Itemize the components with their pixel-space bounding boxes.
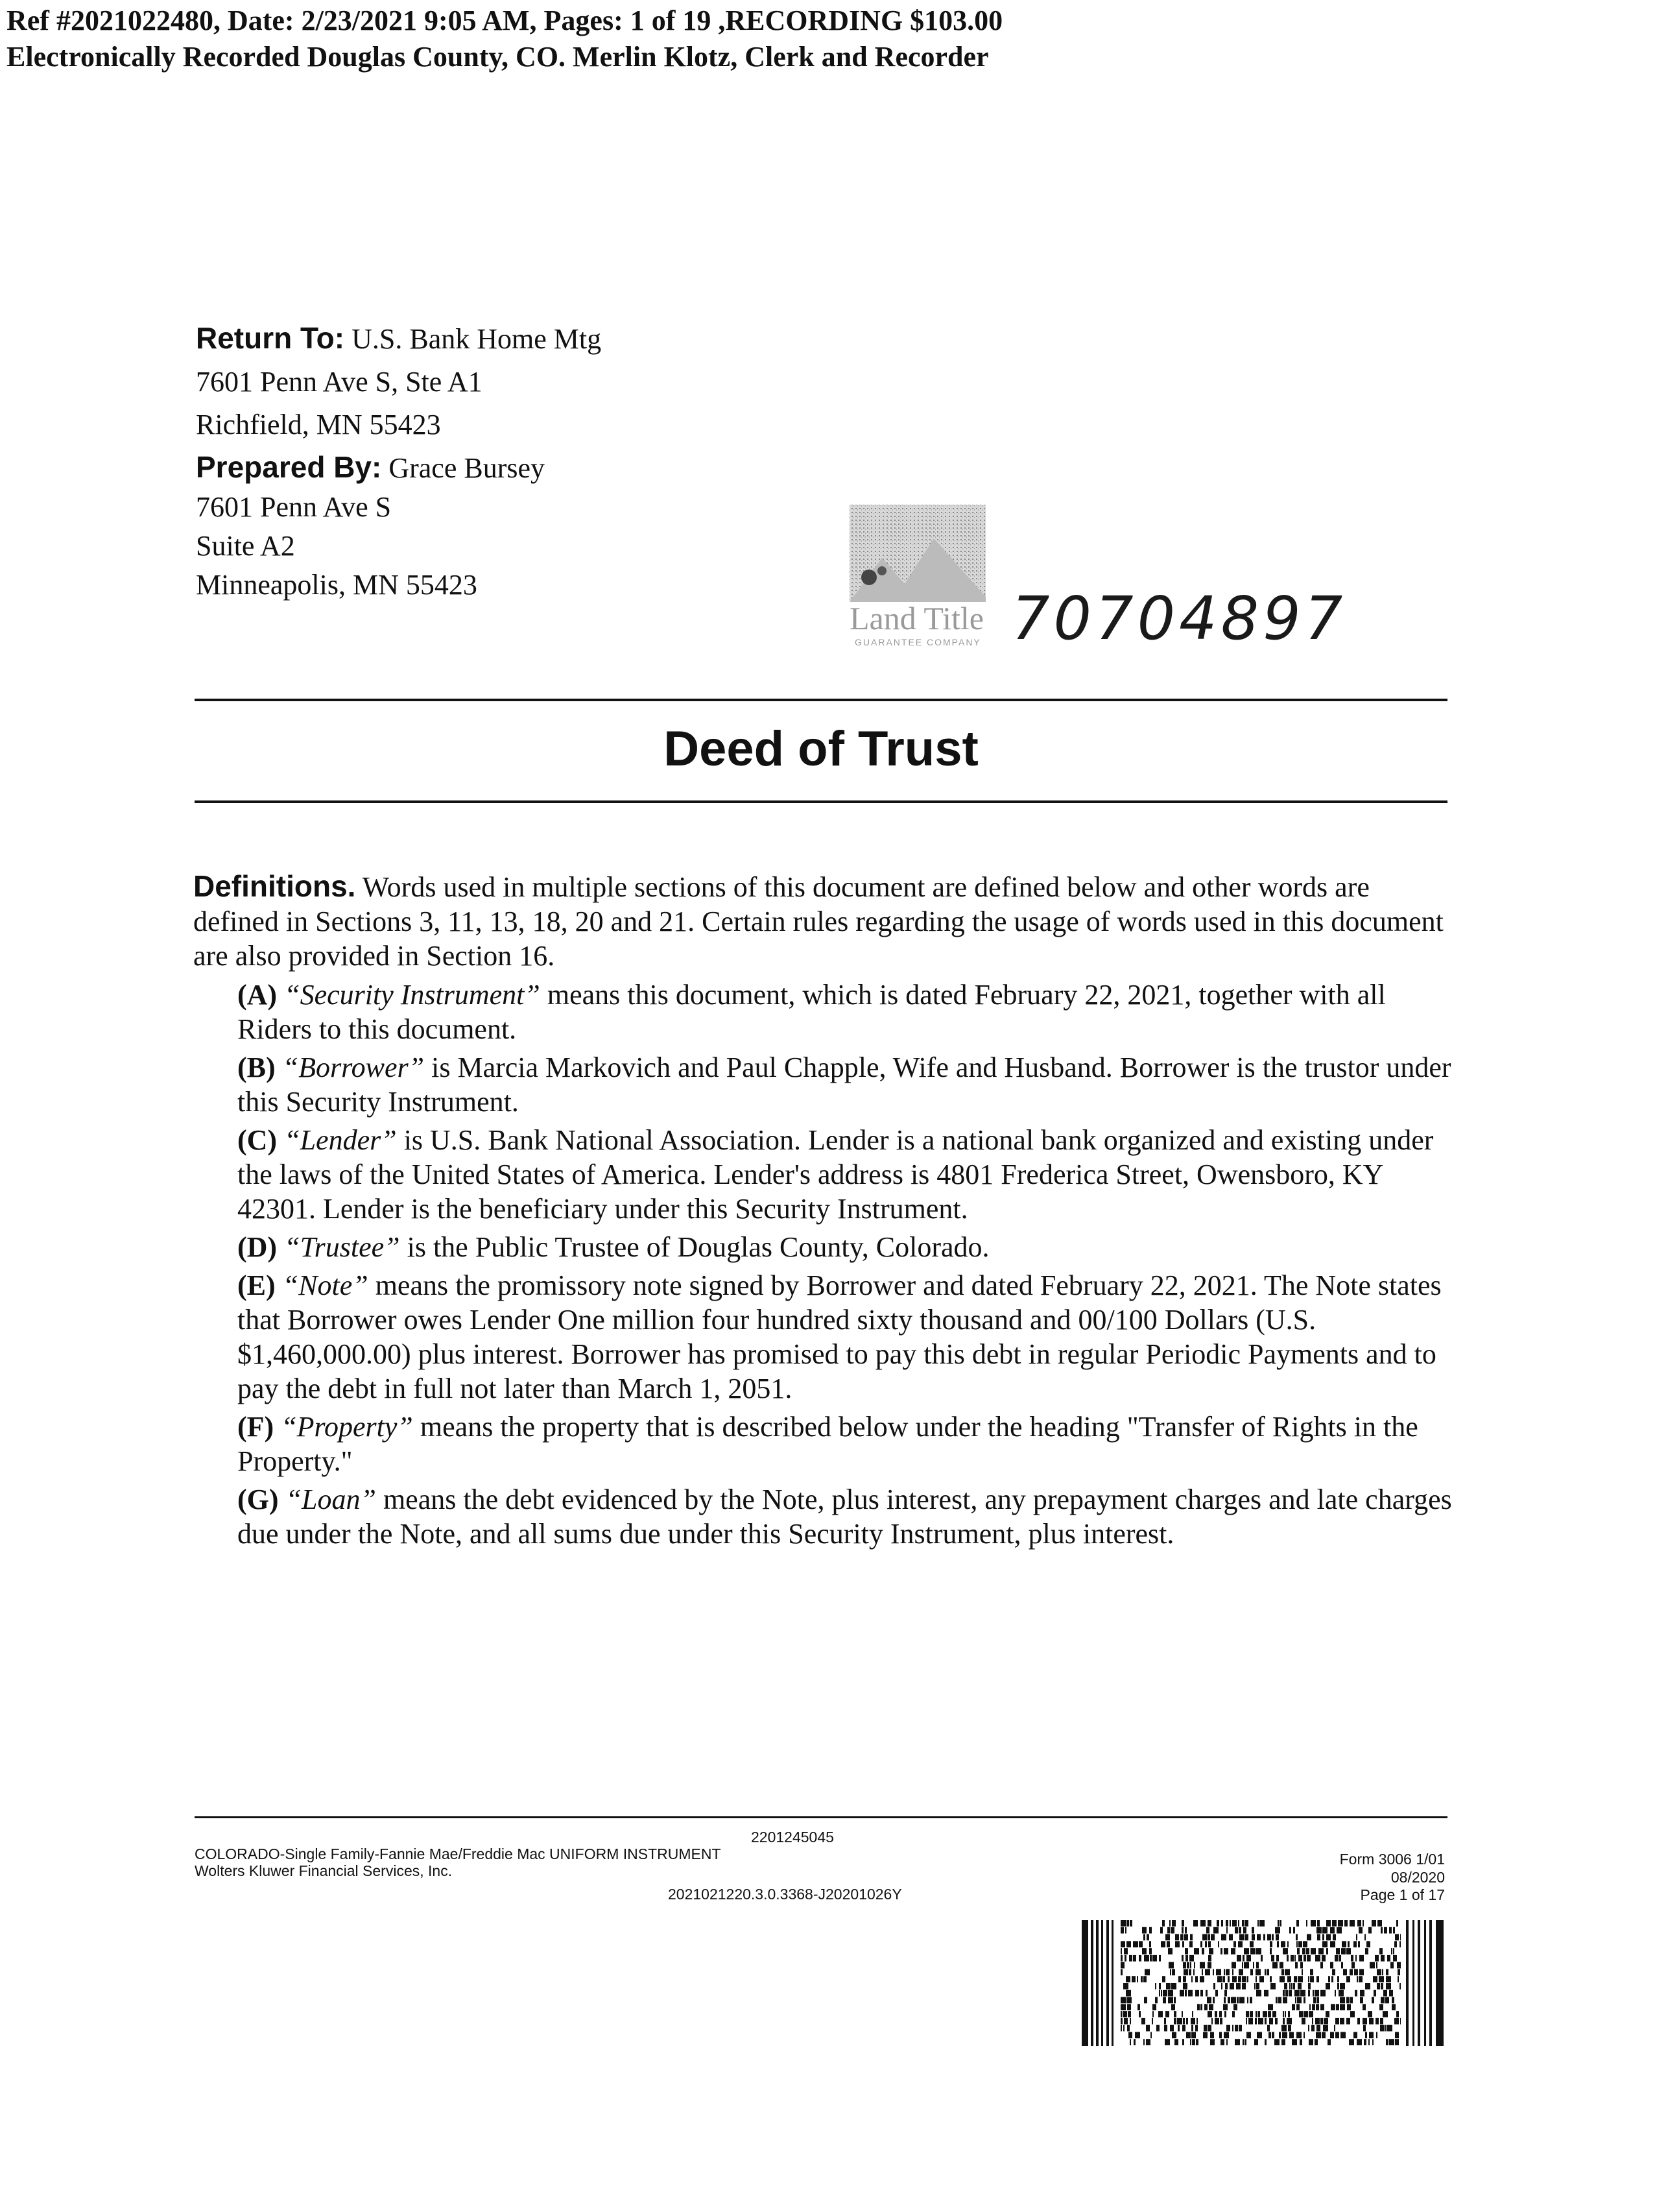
land-title-logo-icon: [843, 499, 992, 655]
definition-letter: (B): [237, 1052, 276, 1083]
footer-revision: 08/2020: [1390, 1869, 1445, 1886]
handwritten-number-text: 70704897: [1012, 584, 1347, 653]
definition-item: [237, 1268, 1455, 1406]
prepared-by-address-line: Minneapolis, MN 55423: [196, 569, 477, 601]
definition-letter: (D): [237, 1231, 278, 1263]
prepared-by-address-line: Suite A2: [196, 530, 295, 562]
title-rule-bottom: [195, 800, 1447, 803]
footer-rule: [195, 1816, 1447, 1818]
definition-text: is U.S. Bank National Association. Lender is a national bank organized and existing under the laws of the United States of America. Lender's address is 4801 Frederica Street, Owensboro, KY 42301. Lender is the beneficiary under this Security Instrument.: [237, 1124, 1434, 1225]
definition-text: is the Public Trustee of Douglas County, Colorado.: [407, 1231, 990, 1263]
definition-letter: (E): [237, 1269, 276, 1301]
definition-letter: (A): [237, 979, 278, 1011]
footer-loan-number: 2201245045: [751, 1829, 834, 1845]
footer-doc-code: 2021021220.3.0.3368-J20201026Y: [668, 1886, 902, 1903]
recording-header-line-2: Electronically Recorded Douglas County, CO. Merlin Klotz, Clerk and Recorder: [6, 41, 989, 73]
return-to-address-line: 7601 Penn Ave S, Ste A1: [196, 366, 482, 398]
prepared-by-block: [196, 448, 545, 605]
title-rule-top: [195, 699, 1447, 701]
document-title: Deed of Trust: [663, 721, 979, 776]
definition-letter: (G): [237, 1484, 279, 1515]
return-to-block: [196, 317, 601, 446]
handwritten-order-number: [1012, 581, 1347, 658]
definition-term: “Security Instrument”: [284, 979, 540, 1011]
definition-item: [237, 1123, 1455, 1226]
definition-text: is Marcia Markovich and Paul Chapple, Wife and Husband. Borrower is the trustor under this Security Instrument.: [237, 1052, 1451, 1118]
return-to-name: U.S. Bank Home Mtg: [351, 323, 602, 355]
definitions-label: Definitions.: [193, 869, 356, 903]
definition-text: means this document, which is dated February 22, 2021, together with all Riders to this document.: [237, 979, 1386, 1045]
definition-letter: (C): [237, 1124, 278, 1156]
definition-term: “Borrower”: [282, 1052, 425, 1083]
definition-text: means the promissory note signed by Borrower and dated February 22, 2021. The Note states that Borrower owes Lender One million four hundred sixty thousand and 00/100 Dollars (U.S. $1,460,000.00) plus interest. Borrower has promised to pay this debt in regular Periodic Payments and to pay the debt in full not later than March 1, 2051.: [237, 1269, 1442, 1404]
prepared-by-label: Prepared By:: [196, 450, 382, 484]
definition-term: “Loan”: [285, 1484, 376, 1515]
footer-instrument: COLORADO-Single Family-Fannie Mae/Freddie Mac UNIFORM INSTRUMENT: [195, 1845, 721, 1862]
footer-form-number: Form 3006 1/01: [1339, 1851, 1445, 1868]
stamp-company-name: Land Title: [850, 600, 984, 636]
definition-item: [237, 1482, 1455, 1551]
definition-item: [237, 1050, 1455, 1119]
stamp-company-subtitle: GUARANTEE COMPANY: [855, 637, 981, 647]
definitions-intro-text: Words used in multiple sections of this document are defined below and other words are defined in Sections 3, 11, 13, 18, 20 and 21. Certain rules regarding the usage of words used in this document are also provided in Section 16.: [193, 871, 1444, 972]
definition-term: “Trustee”: [284, 1231, 400, 1263]
definition-letter: (F): [237, 1411, 274, 1443]
return-to-label: Return To:: [196, 321, 345, 355]
return-to-address-line: Richfield, MN 55423: [196, 409, 441, 440]
definition-term: “Note”: [282, 1269, 368, 1301]
definition-item: [237, 1410, 1455, 1478]
recording-header-line-1: Ref #2021022480, Date: 2/23/2021 9:05 AM, Pages: 1 of 19 ,RECORDING $103.00: [6, 5, 1003, 36]
definition-text: means the debt evidenced by the Note, plus interest, any prepayment charges and late charges due under the Note, and all sums due under this Security Instrument, plus interest.: [237, 1484, 1452, 1550]
definition-text: means the property that is described below under the heading "Transfer of Rights in the Property.": [237, 1411, 1418, 1477]
definition-item: [237, 1230, 1455, 1264]
recording-header: [6, 3, 1003, 75]
prepared-by-address-line: 7601 Penn Ave S: [196, 491, 392, 523]
title-company-stamp: [843, 499, 992, 655]
definitions-intro: [193, 869, 1455, 973]
definition-term: “Lender”: [284, 1124, 397, 1156]
footer-publisher: Wolters Kluwer Financial Services, Inc.: [195, 1862, 453, 1879]
definitions-list: [237, 978, 1455, 1555]
prepared-by-name: Grace Bursey: [388, 452, 545, 484]
pdf417-barcode-icon: [1082, 1920, 1445, 2046]
definition-item: [237, 978, 1455, 1046]
footer-page-number: Page 1 of 17: [1360, 1886, 1445, 1903]
definition-term: “Property”: [281, 1411, 413, 1443]
